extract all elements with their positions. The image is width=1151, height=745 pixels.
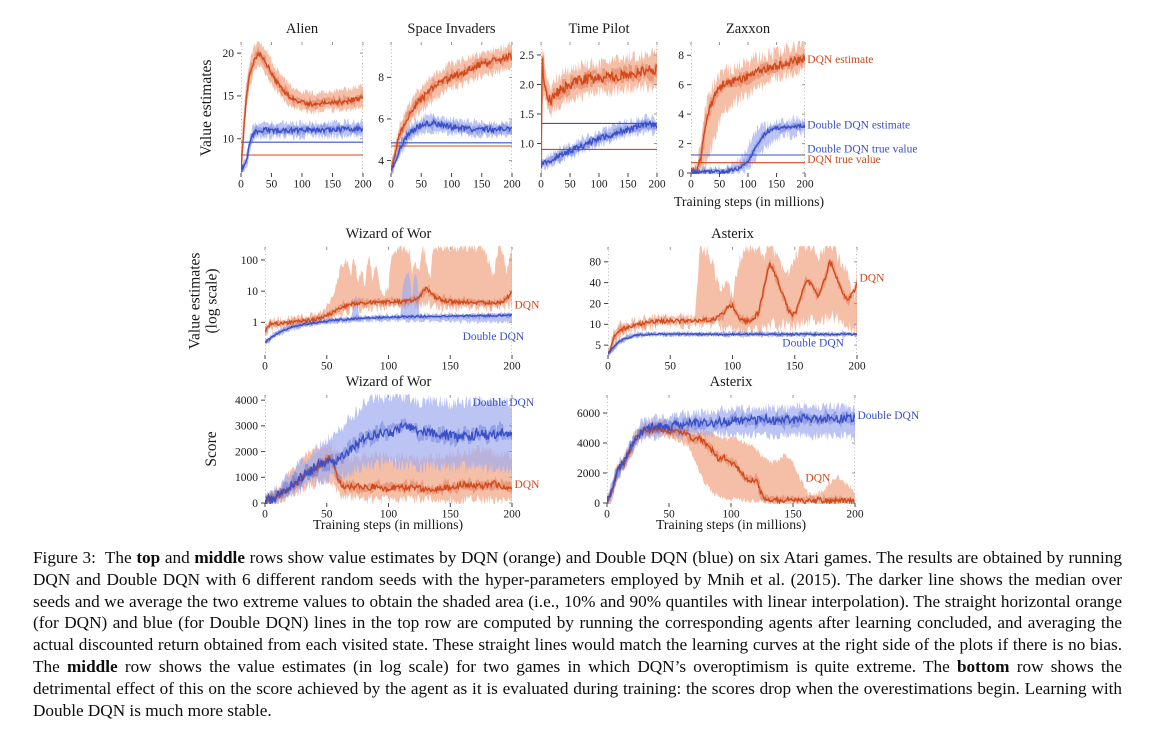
svg-text:50: 50 — [664, 360, 676, 373]
svg-text:Asterix: Asterix — [711, 226, 754, 242]
svg-text:150: 150 — [323, 178, 342, 191]
svg-text:100: 100 — [739, 178, 757, 191]
caption-segment: row shows the value estimates (in log scale) for two games in which DQN’s overoptimism is quite extreme. The — [117, 656, 957, 676]
svg-text:1.0: 1.0 — [519, 138, 534, 151]
svg-text:DQN: DQN — [514, 478, 540, 491]
y-axis-label-top: Value estimates — [198, 59, 215, 157]
svg-text:50: 50 — [321, 508, 333, 521]
svg-text:0: 0 — [604, 508, 610, 521]
svg-text:Double DQN: Double DQN — [472, 396, 535, 409]
svg-text:10: 10 — [246, 285, 258, 298]
svg-text:0: 0 — [262, 508, 268, 521]
svg-text:6: 6 — [378, 113, 384, 126]
svg-text:50: 50 — [663, 508, 675, 521]
svg-text:Time Pilot: Time Pilot — [568, 21, 630, 37]
svg-text:150: 150 — [767, 178, 786, 191]
caption-segment: rows show value estimates by DQN (orange) and Double DQN (blue) on six Atari games. The results are obtained by running DQN and Double DQN with 6 different random seeds with the hyper-parameters employed by Mnih et al. (2015). The darker line shows the median over seeds and we average the two extreme values to obtain the shaded area (i.e., 10% and 90% quantiles with linear interpolation). The straight horizontal orange (for DQN) and blue (for Double DQN) lines in the top row are computed by running the corresponding agents after learning concluded, and averaging the actual discounted return obtained from each visited state. These straight lines would match the learning curves at the right side of the plots if there is no bias. The — [33, 548, 1122, 676]
svg-text:10: 10 — [589, 319, 601, 332]
caption-segment: row shows the detrimental effect of this on the score achieved by the agent as it is evaluated during training: the scores drop when the overestimations begin. Learning with Double DQN is much more stable. — [33, 656, 1122, 720]
svg-text:50: 50 — [564, 178, 576, 191]
svg-text:80: 80 — [589, 256, 601, 269]
svg-text:100: 100 — [240, 254, 258, 267]
svg-text:3000: 3000 — [235, 420, 258, 433]
svg-text:100: 100 — [442, 178, 461, 191]
svg-text:Double DQN: Double DQN — [857, 409, 920, 422]
svg-text:100: 100 — [293, 178, 311, 191]
caption-segment-bold: middle — [194, 548, 245, 567]
svg-text:15: 15 — [222, 90, 234, 103]
svg-text:Space Invaders: Space Invaders — [407, 21, 496, 37]
y-axis-label-bottom: Score — [203, 431, 220, 467]
svg-text:0: 0 — [252, 497, 258, 510]
svg-text:20: 20 — [589, 298, 601, 311]
svg-text:Double DQN true value: Double DQN true value — [807, 143, 918, 156]
svg-text:1.5: 1.5 — [519, 108, 534, 121]
svg-text:20: 20 — [222, 47, 234, 60]
svg-text:Alien: Alien — [285, 21, 319, 37]
svg-text:Wizard of Wor: Wizard of Wor — [345, 374, 432, 390]
caption-segment-bold: bottom — [956, 656, 1010, 676]
svg-text:4: 4 — [678, 108, 684, 121]
svg-text:100: 100 — [379, 360, 398, 373]
svg-text:0: 0 — [594, 497, 600, 510]
svg-text:200: 200 — [503, 508, 521, 521]
svg-text:200: 200 — [503, 360, 521, 373]
chart-alien — [222, 21, 372, 191]
svg-text:50: 50 — [321, 360, 333, 373]
svg-text:150: 150 — [619, 178, 637, 191]
svg-text:6000: 6000 — [577, 407, 600, 420]
svg-text:DQN: DQN — [805, 472, 831, 485]
chart-asterix_mid — [589, 226, 885, 373]
y-axis-label-middle — [187, 253, 222, 350]
svg-text:Zaxxon: Zaxxon — [725, 21, 771, 37]
svg-text:0: 0 — [678, 167, 684, 180]
svg-text:200: 200 — [354, 178, 372, 191]
svg-text:DQN estimate: DQN estimate — [807, 54, 874, 66]
x-axis-label-bottom-left: Training steps (in millions) — [312, 517, 464, 532]
svg-text:200: 200 — [846, 508, 864, 521]
chart-zaxxon — [678, 21, 918, 191]
svg-text:0: 0 — [238, 178, 244, 191]
svg-text:4000: 4000 — [235, 394, 258, 407]
svg-text:100: 100 — [722, 508, 740, 521]
svg-text:200: 200 — [848, 360, 866, 373]
svg-text:Asterix: Asterix — [709, 374, 753, 390]
chart-wizard_mid — [240, 226, 540, 373]
svg-text:1000: 1000 — [235, 472, 258, 485]
svg-text:2000: 2000 — [577, 467, 600, 480]
svg-text:Double DQN: Double DQN — [462, 330, 525, 343]
svg-text:200: 200 — [503, 178, 521, 191]
svg-text:8: 8 — [378, 72, 384, 85]
svg-text:2000: 2000 — [235, 446, 258, 459]
caption-segment-bold: middle — [66, 656, 118, 676]
x-axis-label-top-row: Training steps (in millions) — [673, 194, 825, 209]
svg-text:2.0: 2.0 — [519, 79, 534, 92]
svg-text:Double DQN: Double DQN — [782, 337, 844, 350]
chart-space_invaders — [378, 21, 521, 191]
svg-text:0: 0 — [538, 178, 544, 191]
svg-text:50: 50 — [713, 178, 726, 191]
svg-text:200: 200 — [796, 178, 814, 191]
svg-text:150: 150 — [786, 360, 804, 373]
figure-caption — [33, 547, 1122, 721]
svg-text:0: 0 — [605, 360, 611, 373]
svg-text:100: 100 — [590, 178, 608, 191]
svg-text:4: 4 — [378, 155, 384, 168]
chart-time_pilot — [519, 21, 666, 191]
caption-segment: and — [160, 548, 195, 567]
svg-text:40: 40 — [589, 277, 601, 290]
svg-text:150: 150 — [441, 360, 459, 373]
svg-text:0: 0 — [388, 178, 394, 191]
svg-text:150: 150 — [784, 508, 802, 521]
svg-text:8: 8 — [678, 50, 684, 63]
svg-text:50: 50 — [265, 178, 278, 191]
svg-text:100: 100 — [723, 360, 742, 373]
svg-text:2: 2 — [678, 138, 684, 151]
x-axis-label-bottom-right: Training steps (in millions) — [655, 517, 807, 532]
svg-text:Wizard of Wor: Wizard of Wor — [345, 226, 432, 242]
svg-text:Double DQN estimate: Double DQN estimate — [807, 119, 911, 132]
svg-text:DQN: DQN — [514, 299, 540, 312]
svg-text:5: 5 — [595, 339, 601, 352]
svg-text:DQN: DQN — [859, 272, 885, 285]
svg-text:50: 50 — [415, 178, 427, 191]
svg-text:150: 150 — [441, 508, 459, 521]
caption-segment: Figure 3: The — [33, 548, 137, 567]
y-axis-label-middle-line1: Value estimates — [186, 252, 204, 350]
y-axis-label-middle-line2: (log scale) — [204, 268, 221, 334]
svg-text:0: 0 — [262, 360, 268, 373]
caption-segment-bold: top — [136, 548, 161, 567]
svg-text:200: 200 — [648, 178, 666, 191]
chart-asterix_bot — [577, 374, 920, 521]
svg-text:100: 100 — [379, 508, 398, 521]
svg-text:0: 0 — [688, 178, 694, 191]
svg-text:1: 1 — [252, 317, 258, 330]
svg-text:6: 6 — [678, 79, 684, 92]
svg-text:DQN true value: DQN true value — [807, 154, 881, 167]
svg-text:10: 10 — [222, 133, 234, 146]
svg-text:4000: 4000 — [577, 437, 600, 450]
svg-text:150: 150 — [473, 178, 491, 191]
chart-wizard_bot — [235, 374, 540, 521]
svg-text:2.5: 2.5 — [519, 49, 534, 62]
